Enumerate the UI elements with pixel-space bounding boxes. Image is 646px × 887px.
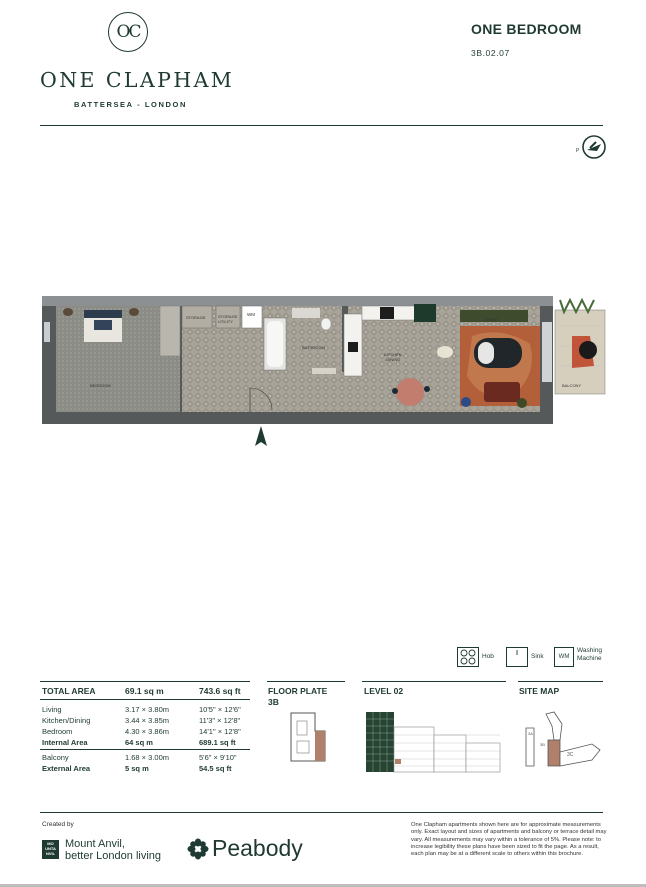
room-label-wm: WM bbox=[247, 312, 255, 317]
internal-area-label: Internal Area bbox=[42, 738, 88, 747]
logo-monogram bbox=[108, 12, 148, 52]
table-mid-rule bbox=[40, 749, 250, 750]
logo-monogram-text: OC bbox=[116, 22, 140, 42]
balcony-metric: 1.68 × 3.00m bbox=[125, 753, 169, 762]
room-label-kitchen-dining: KITCHEN /DINING bbox=[384, 352, 402, 362]
table-row-name: Kitchen/Dining bbox=[42, 716, 91, 725]
peabody-logo-text: Peabody bbox=[212, 835, 303, 861]
room-label-bathroom: BATHROOM bbox=[302, 345, 325, 350]
washing-machine-icon bbox=[554, 647, 574, 667]
table-row-metric: 4.30 × 3.86m bbox=[125, 727, 169, 736]
compass-label: P bbox=[576, 148, 580, 154]
level-rule bbox=[362, 681, 506, 682]
balcony-imperial: 5'6" × 9'10" bbox=[199, 753, 237, 762]
table-top-rule bbox=[40, 681, 250, 682]
floor-plate-diagram bbox=[289, 711, 329, 768]
footer-divider bbox=[40, 812, 603, 813]
unit-code: 3B.02.07 bbox=[471, 48, 510, 58]
unit-type-title: ONE BEDROOM bbox=[471, 21, 582, 37]
floor-plate-title: FLOOR PLATE bbox=[268, 686, 328, 696]
site-map-label-3a: 3A bbox=[528, 731, 533, 736]
total-area-title: TOTAL AREA bbox=[42, 686, 96, 696]
internal-area-sqft: 689.1 sq ft bbox=[199, 738, 236, 747]
room-label-living: LIVING bbox=[485, 317, 499, 322]
internal-area-sqm: 64 sq m bbox=[125, 738, 153, 747]
site-map-diagram bbox=[520, 710, 606, 781]
table-row-imperial: 10'5" × 12'6" bbox=[199, 705, 241, 714]
room-label-storage-utility: STORAGE UTILITY bbox=[218, 314, 238, 324]
legend-label-sink: Sink bbox=[531, 653, 544, 660]
site-map-label-3b: 3B bbox=[540, 742, 545, 747]
external-area-label: External Area bbox=[42, 764, 91, 773]
floor-plate-rule bbox=[267, 681, 345, 682]
site-map-label-3c: 3C bbox=[567, 752, 574, 758]
sink-icon bbox=[506, 647, 528, 667]
external-area-sqft: 54.5 sq ft bbox=[199, 764, 232, 773]
site-map-rule bbox=[518, 681, 603, 682]
legend-label-washing-machine: Washing Machine bbox=[577, 647, 603, 662]
room-label-bedroom: BEDROOM bbox=[90, 383, 111, 388]
disclaimer-text: One Clapham apartments shown here are for approximate measurements only. Exact layout and sizes of apartments and balcony or terrace detail may vary. All measurements may vary within a tolerance of 5%. Please note: to increase legibility these plans have been sized to fit the page. As a result, each plan may be at a different scale to others within this brochure. bbox=[411, 822, 607, 858]
table-row-metric: 3.17 × 3.80m bbox=[125, 705, 169, 714]
table-row-metric: 3.44 × 3.85m bbox=[125, 716, 169, 725]
room-label-balcony: BALCONY bbox=[562, 383, 582, 388]
total-area-sqft: 743.6 sq ft bbox=[199, 686, 241, 696]
washing-machine-icon-text: WM bbox=[558, 654, 570, 660]
level-elevation-diagram bbox=[365, 711, 501, 778]
total-area-sqm: 69.1 sq m bbox=[125, 686, 164, 696]
external-area-sqm: 5 sq m bbox=[125, 764, 149, 773]
mount-anvil-logo: MO UNTA NVIL bbox=[42, 840, 59, 859]
table-row-imperial: 11'3" × 12'8" bbox=[199, 716, 241, 725]
room-label-storage: STORAGE bbox=[186, 315, 206, 320]
mount-anvil-line2: better London living bbox=[65, 850, 162, 862]
peabody-flower-icon bbox=[187, 838, 209, 865]
site-map-title: SITE MAP bbox=[519, 686, 560, 696]
level-title: LEVEL 02 bbox=[364, 686, 404, 696]
brand-name: ONE CLAPHAM bbox=[40, 68, 235, 92]
legend-label-hob: Hob bbox=[482, 653, 494, 660]
header-divider bbox=[40, 125, 603, 126]
table-header-rule bbox=[40, 699, 250, 700]
mount-anvil-line1: Mount Anvil, bbox=[65, 838, 125, 850]
floor-plan bbox=[42, 296, 608, 453]
table-row-imperial: 14'1" × 12'8" bbox=[199, 727, 241, 736]
balcony-label: Balcony bbox=[42, 753, 69, 762]
hob-icon bbox=[457, 647, 479, 667]
table-row-name: Living bbox=[42, 705, 62, 714]
table-row-name: Bedroom bbox=[42, 727, 73, 736]
created-by-label: Created by bbox=[42, 821, 74, 828]
floor-plate-code: 3B bbox=[268, 697, 279, 707]
mount-anvil-text bbox=[65, 838, 161, 862]
brand-location: BATTERSEA - LONDON bbox=[74, 100, 187, 109]
